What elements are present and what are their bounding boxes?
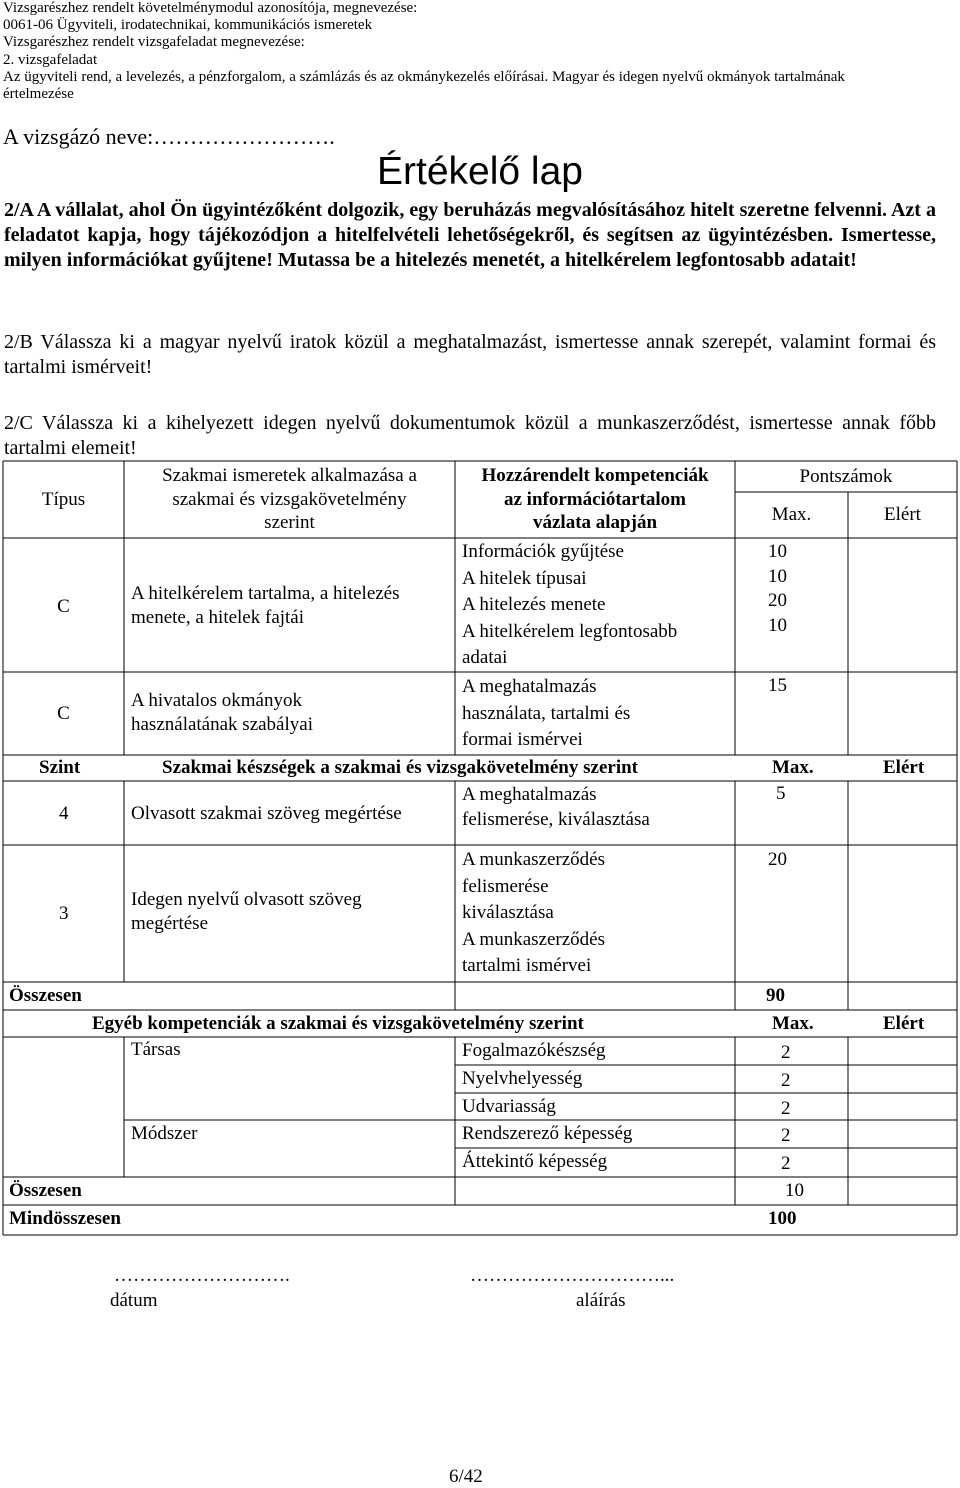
row2-desc: A hivatalos okmányok használatának szabályai — [131, 690, 313, 735]
document-header — [3, 0, 845, 103]
header-line: 0061-06 Ügyviteli, irodatechnikai, kommunikációs ismeretek — [3, 17, 373, 34]
row2-type: C — [57, 703, 70, 724]
other-item-name: Rendszerező képesség — [462, 1123, 633, 1144]
other-item-score: 2 — [781, 1125, 791, 1146]
list-item: adatai — [462, 647, 508, 668]
list-item: A hitelezés menete — [462, 594, 606, 615]
row1-items — [462, 539, 677, 672]
list-item: A meghatalmazás — [462, 676, 597, 697]
row1-desc: A hitelkérelem tartalma, a hitelezés menete, a hitelek fajtái — [131, 583, 400, 628]
list-item: A munkaszerződés — [462, 928, 605, 950]
page-number: 6/42 — [449, 1466, 483, 1487]
col-header-kompetenciak: Hozzárendelt kompetenciák az információtartalom vázlata alapján — [481, 465, 709, 533]
row4-level: 3 — [59, 903, 69, 924]
row3-desc: Olvasott szakmai szöveg megértése — [131, 803, 402, 824]
header-line: Az ügyviteli rend, a levelezés, a pénzforgalom, a számlázás és az okmánykezelés előírásai. Magyar és idegen nyelvű okmányok tartalmának — [3, 68, 845, 85]
score-max: 10 — [768, 614, 787, 636]
date-dots: ………………………. — [114, 1265, 290, 1286]
list-item: tartalmi ismérvei — [462, 955, 592, 976]
row3-items — [462, 782, 650, 832]
row1-type: C — [57, 596, 70, 617]
signature-label: aláírás — [576, 1290, 626, 1311]
col-header-szakmai: Szakmai ismeretek alkalmazása a szakmai és vizsgakövetelmény szerint — [162, 465, 417, 533]
date-label: dátum — [110, 1290, 158, 1311]
other-item-score: 2 — [781, 1042, 791, 1063]
task-2b: 2/B Válassza ki a magyar nyelvű iratok közül a meghatalmazást, ismertesse annak szerepét, valamint formai és tartalmi ismérveit! — [4, 331, 936, 378]
other-item-score: 2 — [781, 1153, 791, 1174]
other-item-name: Udvariasság — [462, 1096, 556, 1117]
total-value: 90 — [766, 985, 785, 1006]
list-item: használata, tartalmi és — [462, 702, 631, 724]
list-item: felismerése — [462, 875, 549, 897]
list-item: A munkaszerződés — [462, 849, 605, 870]
row2-items — [462, 674, 630, 754]
list-item: A hitelek típusai — [462, 567, 587, 589]
page-title: Értékelő lap — [377, 150, 583, 193]
list-item: felismerése, kiválasztása — [462, 809, 650, 830]
col-header-tipus: Típus — [41, 489, 86, 510]
grand-total-label: Mindösszesen — [9, 1208, 121, 1229]
other-item-name: Fogalmazókészség — [462, 1040, 606, 1061]
col-header-elert: Elért — [884, 504, 921, 525]
row2-score: 15 — [768, 675, 787, 696]
row4-desc: Idegen nyelvű olvasott szöveg megértése — [131, 889, 362, 934]
row1-scores — [768, 540, 787, 638]
other-header-label: Egyéb kompetenciák a szakmai és vizsgakövetelmény szerint — [92, 1013, 584, 1034]
signature-dots: …………………………... — [470, 1265, 675, 1286]
header-line: értelmezése — [3, 86, 74, 103]
row4-items — [462, 847, 605, 980]
total-label: Összesen — [9, 985, 82, 1006]
row3-score: 5 — [776, 783, 786, 804]
skills-header-szint: Szint — [39, 757, 81, 778]
other-item-name: Nyelvhelyesség — [462, 1068, 583, 1089]
examinee-name-field: A vizsgázó neve:……………………. — [3, 124, 335, 149]
task-2c: 2/C Válassza ki a kihelyezett idegen nyelvű dokumentumok közül a munkaszerződést, ismertesse annak főbb tartalmi elemeit! — [4, 412, 936, 459]
score-max: 10 — [768, 541, 787, 562]
subtotal-value: 10 — [785, 1180, 804, 1201]
score-max: 10 — [768, 565, 787, 587]
grand-total-value: 100 — [768, 1208, 797, 1229]
list-item: kiválasztása — [462, 902, 554, 923]
header-line: Vizsgarészhez rendelt vizsgafeladat megnevezése: — [3, 34, 305, 51]
category-tarsas: Társas — [131, 1039, 181, 1060]
other-header-max: Max. — [772, 1013, 814, 1034]
task-2a: 2/A A vállalat, ahol Ön ügyintézőként dolgozik, egy beruházás megvalósításához hitelt szeretne felvenni. Azt a feladatot kapja, hogy tájékozódjon a hitelfelvételi lehetőségekről, és segítsen az ügyintézésben. Ismertesse, milyen információkat gyűjtene! Mutassa be a hitelezés menetét, a hitelkérelem legfontosabb adatait! — [4, 199, 936, 271]
header-line: Vizsgarészhez rendelt követelménymodul azonosítója, megnevezése: — [3, 0, 418, 16]
other-item-score: 2 — [781, 1098, 791, 1119]
category-modszer: Módszer — [131, 1123, 198, 1144]
row4-score: 20 — [768, 849, 787, 870]
list-item: formai ismérvei — [462, 729, 583, 750]
row3-level: 4 — [59, 803, 69, 824]
list-item: A hitelkérelem legfontosabb — [462, 620, 678, 642]
list-item: A meghatalmazás — [462, 784, 597, 805]
skills-header-max: Max. — [772, 757, 814, 778]
subtotal-label: Összesen — [9, 1180, 82, 1201]
other-item-name: Áttekintő képesség — [462, 1151, 608, 1172]
other-header-elert: Elért — [883, 1013, 925, 1034]
col-header-max: Max. — [771, 504, 812, 525]
col-header-pontszamok: Pontszámok — [799, 466, 893, 487]
other-item-score: 2 — [781, 1070, 791, 1091]
score-max: 20 — [768, 590, 787, 611]
header-line: 2. vizsgafeladat — [3, 51, 98, 68]
skills-header-label: Szakmai készségek a szakmai és vizsgakövetelmény szerint — [162, 757, 638, 778]
skills-header-elert: Elért — [883, 757, 925, 778]
list-item: Információk gyűjtése — [462, 541, 624, 562]
